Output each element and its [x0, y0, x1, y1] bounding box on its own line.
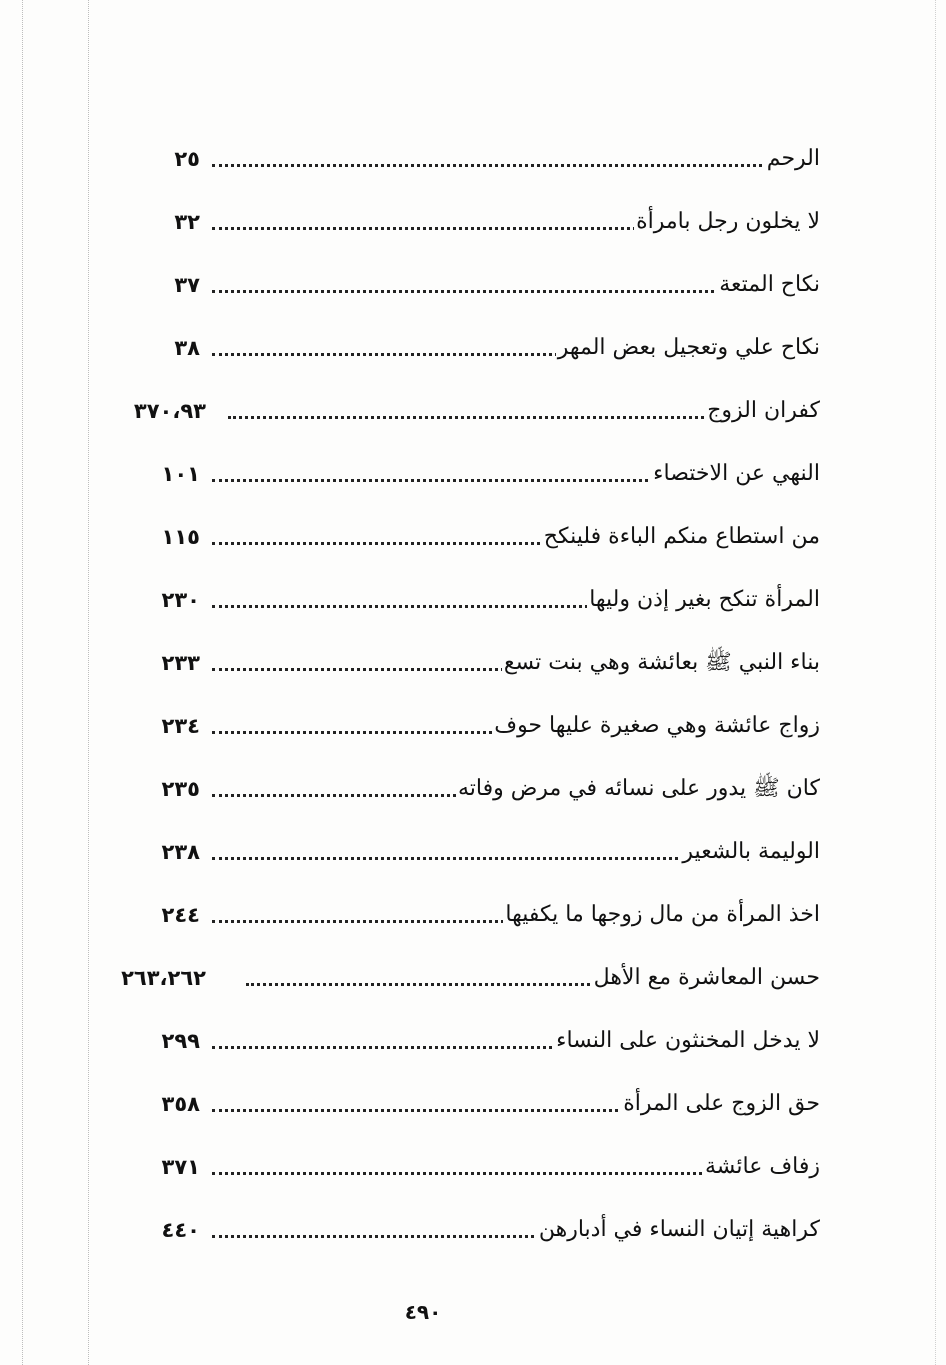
toc-entry: [100, 833, 825, 873]
toc-entry: [100, 959, 825, 999]
entry-page: ٢٤٤: [161, 903, 200, 927]
entry-page: ١٠١: [161, 462, 200, 486]
entry-title: لا يخلون رجل بامرأة: [634, 207, 820, 237]
entry-page: ٢٥: [174, 147, 200, 171]
entry-title: حق الزوج على المرأة: [621, 1089, 820, 1119]
entry-title: الرحم: [765, 144, 820, 174]
toc-entry: [100, 1211, 825, 1251]
entry-page: ٢٣٨: [161, 840, 200, 864]
entry-title: الوليمة بالشعير: [680, 837, 820, 867]
entry-page: ٢٣٥: [161, 777, 200, 801]
toc-entry: [100, 266, 825, 306]
entry-page: ٣٥٨: [161, 1092, 200, 1116]
scan-edge-line: [22, 0, 23, 1365]
entry-title: زواج عائشة وهي صغيرة عليها حوف: [492, 711, 820, 741]
entry-title: المرأة تنكح بغير إذن وليها: [587, 585, 820, 615]
leader-dots: [212, 164, 817, 167]
entry-title: لا يدخل المخنثون على النساء: [554, 1026, 820, 1056]
entry-page: ٣٨: [174, 336, 200, 360]
entry-title: بناء النبي ﷺ بعائشة وهي بنت تسع: [502, 648, 820, 678]
entry-title: كراهية إتيان النساء في أدبارهن: [537, 1215, 820, 1245]
toc-entry: [100, 392, 825, 432]
entry-title: كان ﷺ يدور على نسائه في مرض وفاته: [456, 774, 820, 804]
entry-page: ٢٣٠: [161, 588, 200, 612]
toc-entry: [100, 770, 825, 810]
toc-entry: [100, 518, 825, 558]
toc-entry: [100, 581, 825, 621]
entry-title: حسن المعاشرة مع الأهل: [592, 963, 820, 993]
entry-page: ٤٤٠: [161, 1218, 200, 1242]
toc-entry: [100, 896, 825, 936]
entry-title: نكاح المتعة: [717, 270, 820, 300]
entry-page: ٣٢: [174, 210, 200, 234]
page-number: ٤٩٠: [404, 1300, 442, 1324]
entry-title: زفاف عائشة: [703, 1152, 820, 1182]
toc-entry: [100, 644, 825, 684]
toc-entry: [100, 455, 825, 495]
entry-title: اخذ المرأة من مال زوجها ما يكفيها: [503, 900, 820, 930]
toc-entry: [100, 1085, 825, 1125]
entry-title: النهي عن الاختصاء: [651, 459, 820, 489]
entry-title: كفران الزوج: [705, 396, 820, 426]
entry-page: ٢٦٣،٢٦٢: [121, 966, 206, 990]
entry-page: ٣٧: [174, 273, 200, 297]
entry-page: ٣٧٠،٩٣: [133, 399, 206, 423]
toc-entry: [100, 203, 825, 243]
toc-entry: [100, 1022, 825, 1062]
entry-page: ٢٣٣: [161, 651, 200, 675]
table-of-contents: [100, 0, 825, 1300]
entry-title: نكاح علي وتعجيل بعض المهر: [556, 333, 820, 363]
entry-title: من استطاع منكم الباءة فلينكح: [542, 522, 820, 552]
toc-entry: [100, 140, 825, 180]
entry-page: ١١٥: [161, 525, 200, 549]
entry-page: ٢٣٤: [161, 714, 200, 738]
scan-edge-line: [935, 0, 936, 1365]
entry-page: ٣٧١: [161, 1155, 200, 1179]
toc-entry: [100, 329, 825, 369]
entry-page: ٢٩٩: [161, 1029, 200, 1053]
scan-edge-line: [88, 0, 89, 1365]
toc-entry: [100, 707, 825, 747]
toc-entry: [100, 1148, 825, 1188]
